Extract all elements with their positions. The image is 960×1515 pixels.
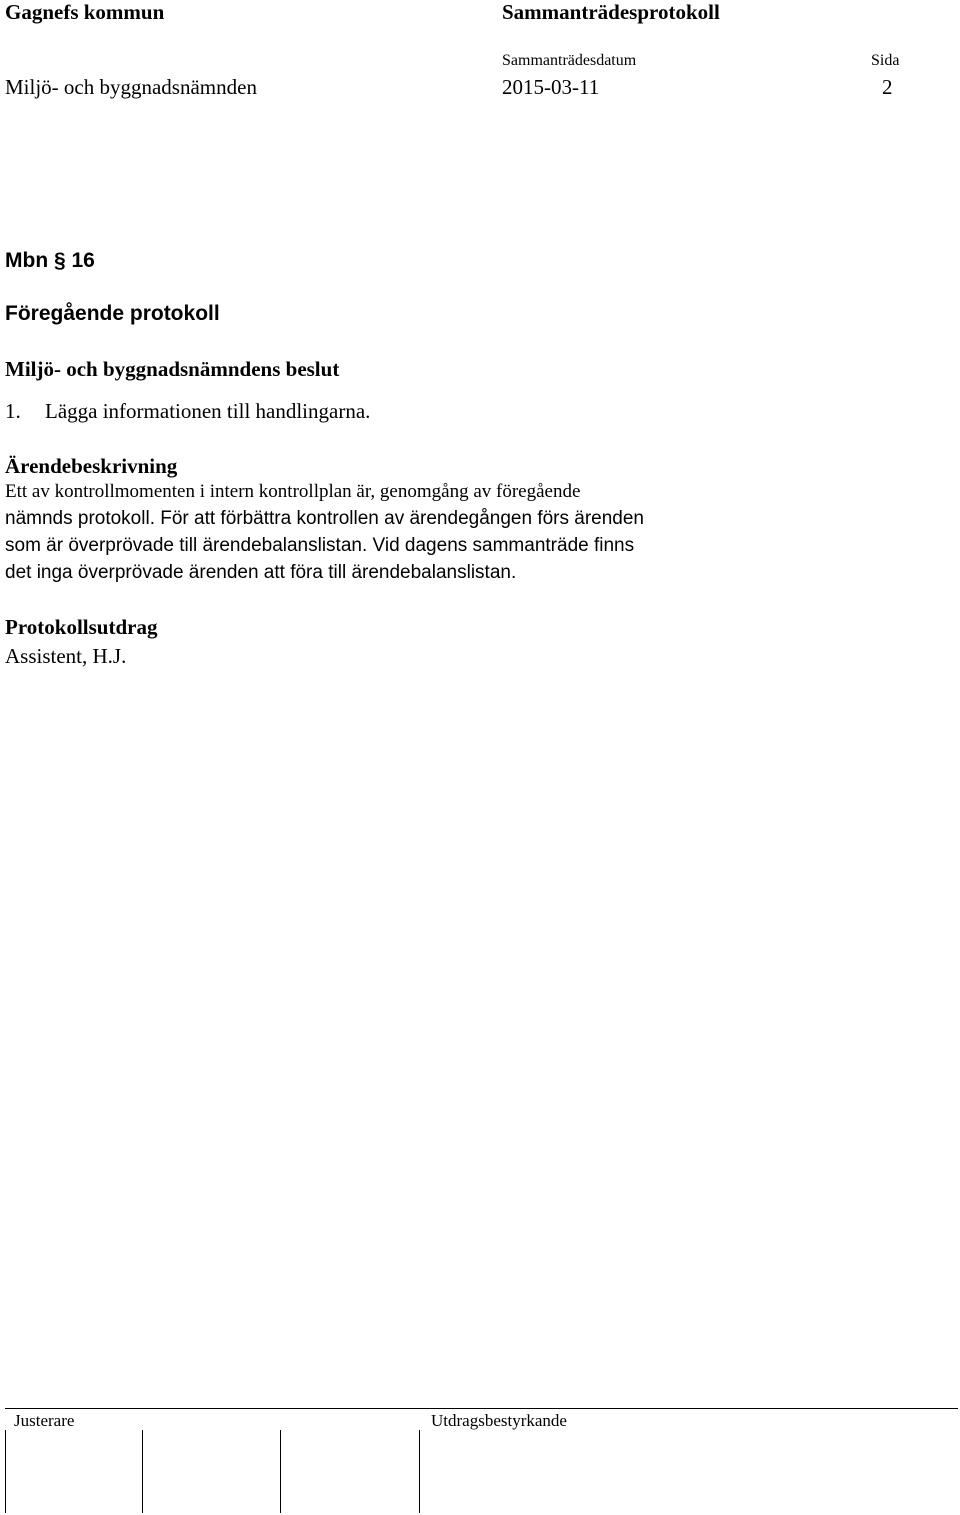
paragraph-number: Mbn § 16 — [5, 249, 95, 272]
signature-box-divider — [280, 1430, 281, 1513]
description-line: Ett av kontrollmomenten i intern kontrollplan är, genomgång av föregående — [5, 481, 581, 502]
paragraph-title: Föregående protokoll — [5, 302, 220, 325]
decision-item-number: 1. — [5, 399, 21, 423]
page-label: Sida — [871, 52, 900, 69]
signature-box-divider — [5, 1430, 6, 1513]
document-type: Sammanträdesprotokoll — [502, 0, 720, 24]
description-line: som är överprövade till ärendebalanslistan. Vid dagens sammanträde finns — [5, 535, 635, 556]
meeting-date: 2015-03-11 — [502, 75, 600, 99]
description-line: det inga överprövade ärenden att föra till ärendebalanslistan. — [5, 562, 517, 583]
board-name: Miljö- och byggnadsnämnden — [5, 75, 257, 99]
organization-name: Gagnefs kommun — [5, 0, 165, 24]
description-heading: Ärendebeskrivning — [5, 454, 178, 478]
footer-divider — [5, 1408, 958, 1409]
decision-heading: Miljö- och byggnadsnämndens beslut — [5, 357, 340, 381]
certification-label: Utdragsbestyrkande — [431, 1411, 567, 1430]
extract-recipient: Assistent, H.J. — [5, 644, 127, 668]
extract-heading: Protokollsutdrag — [5, 615, 158, 639]
adjuster-label: Justerare — [14, 1411, 75, 1430]
meeting-date-label: Sammanträdesdatum — [502, 52, 637, 69]
signature-box-divider — [419, 1430, 420, 1513]
description-line: nämnds protokoll. För att förbättra kontrollen av ärendegången förs ärenden — [5, 508, 644, 529]
decision-item — [5, 399, 370, 424]
signature-box-divider — [142, 1430, 143, 1513]
page-number: 2 — [882, 75, 893, 99]
decision-item-text: Lägga informationen till handlingarna. — [45, 399, 371, 423]
